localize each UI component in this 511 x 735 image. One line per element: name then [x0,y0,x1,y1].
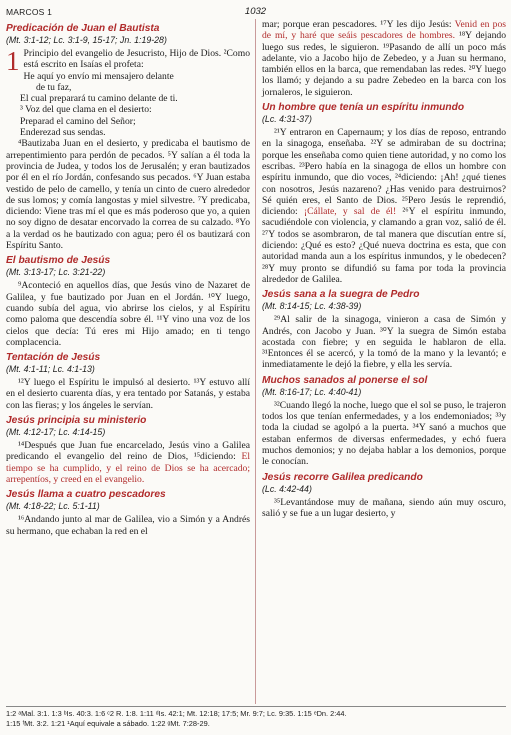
quote-line: El cual preparará tu camino delante de ti. [20,93,178,105]
words-of-jesus: ¡Cállate, y sal de él! [303,206,397,218]
footnote-line: 1:15 ᶠMt. 3:2. 1:21 ¹Aquí equivale a sábado. 1:22 ᵍMt. 7:28-29. [6,719,210,728]
words-of-jesus: Venid en pos de mí, y haré que seáis pescadores de hombres. [262,19,506,42]
quote-line: Preparad el camino del Señor; [20,115,136,127]
running-header [0,5,511,19]
quote-line: Enderezad sus sendas. [20,127,106,139]
verse-paragraph: ³⁵Levantándose muy de mañana, siendo aún muy oscuro, salió y se fue a un lugar desierto, y [262,496,506,519]
parallel-references: (Mt. 8:14-15; Lc. 4:38-39) [262,301,362,312]
parallel-references: (Mt. 3:13-17; Lc. 3:21-22) [6,267,106,278]
verse-paragraph: 1 Principio del evangelio de Jesucristo, Hijo de Dios. ²Como está escrito en Isaías el profeta: [6,46,250,76]
section-title: Jesús sana a la suegra de Pedro [262,289,420,301]
verse-paragraph: ¹⁴Después que Juan fue encarcelado, Jesús vino a Galilea predicando el evangelio del reino de Dios, ¹⁵diciendo: El tiempo se ha cumplido, y el reino de Dios se ha acercado; arrepentíos, y creed en el evangelio. [6,440,250,485]
quote-line: de tu faz, [36,81,72,93]
verse-paragraph: ²¹Y entraron en Capernaum; y los días de reposo, entrando en la sinagoga, enseñaba. ²²Y se admiraban de su doctrina; porque les enseñaba como quien tiene autoridad, y no como los escribas. ²³Pero había en la sinagoga de ellos un hombre con espíritu inmundo, que dio voces, ²⁴diciendo: ¡Ah! ¿qué tienes con nosotros, Jesús nazareno? ¿Has venido para destruirnos? Sé quién eres, el Santo de Dios. ²⁵Pero Jesús le reprendió, diciendo: ¡Cállate, y sal de él! ²⁶Y el espíritu inmundo, sacudiéndole con violencia, y clamando a gran voz, salió de él. ²⁷Y todos se asombraron, de tal manera que discutían entre sí, diciendo: ¿Qué es esto? ¿Qué nueva doctrina es esta, que con autoridad manda aun a los espíritus inmundos, y le obedecen? ²⁸Y muy pronto se difundió su fama por toda la provincia alrededor de Galilea. [262,127,506,285]
left-column [6,19,250,537]
parallel-references: (Mt. 8:16-17; Lc. 4:40-41) [262,386,362,397]
section-title: Predicación de Juan el Bautista [6,23,160,34]
parallel-references: (Mt. 4:12-17; Lc. 4:14-15) [6,427,106,438]
footnotes [6,706,506,729]
page-number: 1032 [244,6,267,17]
quote-line: ³ Voz del que clama en el desierto: [20,104,152,116]
parallel-references: (Mt. 4:18-22; Lc. 5:1-11) [6,501,100,512]
prophecy-quote [20,71,250,139]
verse-paragraph: ²⁹Al salir de la sinagoga, vinieron a casa de Simón y Andrés, con Jacobo y Juan. ³⁰Y la suegra de Simón estaba acostada con fiebre; y en seguida le hablaron de ella. ³¹Entonces él se acercó, y la tomó de la mano y la levantó; e inmediatamente le dejó la fiebre, y ella les servía. [262,314,506,371]
right-column [262,19,506,519]
verse-paragraph: ⁹Aconteció en aquellos días, que Jesús vino de Nazaret de Galilea, y fue bautizado por Juan en el Jordán. ¹⁰Y luego, cuando subía del agua, vio abrirse los cielos, y al Espíritu como paloma que descendía sobre él. ¹¹Y vino una voz de los cielos que decía: Tú eres mi Hijo amado; en ti tengo complacencia. [6,280,250,348]
section-title: Jesús llama a cuatro pescadores [6,489,166,501]
section-title: Jesús principia su ministerio [6,415,147,427]
chapter-number: 1 [6,46,20,76]
verse-paragraph: ¹²Y luego el Espíritu le impulsó al desierto. ¹³Y estuvo allí en el desierto cuarenta días, y era tentado por Satanás, y estaba con las fieras; y los ángeles le servían. [6,377,250,411]
column-divider [255,19,256,704]
section-title: Jesús recorre Galilea predicando [262,471,423,483]
section-title: El bautismo de Jesús [6,255,111,267]
section-title: Tentación de Jesús [6,352,101,364]
verse-paragraph: ⁴Bautizaba Juan en el desierto, y predicaba el bautismo de arrepentimiento para perdón de pecados. ⁵Y salían a él toda la provincia de Judea, y todos los de Jerusalén; y eran bautizados por él en el río Jordán, confesando sus pecados. ⁶Y Juan estaba vestido de pelo de camello, y tenía un cinto de cuero alrededor de sus lomos; y comía langostas y miel silvestre. ⁷Y predicaba, diciendo: Viene tras mí el que es más poderoso que yo, a quien no soy digno de desatar encorvado la correa de su calzado. ⁸Yo a la verdad os he bautizado con agua; pero él os bautizará con Espíritu Santo. [6,138,250,252]
verse-paragraph: mar; porque eran pescadores. ¹⁷Y les dijo Jesús: Venid en pos de mí, y haré que seáis pescadores de hombres. ¹⁸Y dejando luego sus redes, le siguieron. ¹⁹Pasando de allí un poco más adelante, vio a Jacobo hijo de Zebedeo, y a Juan su hermano, también ellos en la barca, que remendaban las redes. ²⁰Y luego los llamó; y dejando a su padre Zebedeo en la barca con los jornaleros, le siguieron. [262,19,506,98]
book-chapter-label: MARCOS 1 [6,7,52,17]
quote-line: He aquí yo envío mi mensajero delante [23,70,174,82]
section-title: Un hombre que tenía un espíritu inmundo [262,102,465,114]
verse-paragraph: ³²Cuando llegó la noche, luego que el sol se puso, le trajeron todos los que tenían enfermedades, y a los endemoniados; ³³y toda la ciudad se agolpó a la puerta. ³⁴Y sanó a muchos que estaban enfermos de diversas enfermedades, y echó fuera muchos demonios; y no dejaba hablar a los demonios, porque le conocían. [262,399,506,468]
parallel-references: (Lc. 4:42-44) [262,483,312,494]
footnote-line: 1:2 ᵃMal. 3:1. 1:3 ᵇIs. 40:3. 1:6 ᶜ2 R. 1:8. 1:11 ᵈIs. 42:1; Mt. 12:18; 17:5; Mr. 9:7; Lc. 9:35. 1:15 ᵉDn. 2:44. [6,709,347,718]
parallel-references: (Mt. 4:1-11; Lc. 4:1-13) [6,364,95,375]
section-title: Muchos sanados al ponerse el sol [262,374,428,386]
verse-paragraph: ¹⁶Andando junto al mar de Galilea, vio a Simón y a Andrés su hermano, que echaban la red en el [6,514,250,537]
parallel-references: (Lc. 4:31-37) [262,114,312,125]
parallel-references: (Mt. 3:1-12; Lc. 3:1-9, 15-17; Jn. 1:19-28) [6,35,167,45]
words-of-jesus: El tiempo se ha cumplido, y el reino de Dios se ha acercado; arrepentíos, y creed en el evangelio. [6,451,250,485]
